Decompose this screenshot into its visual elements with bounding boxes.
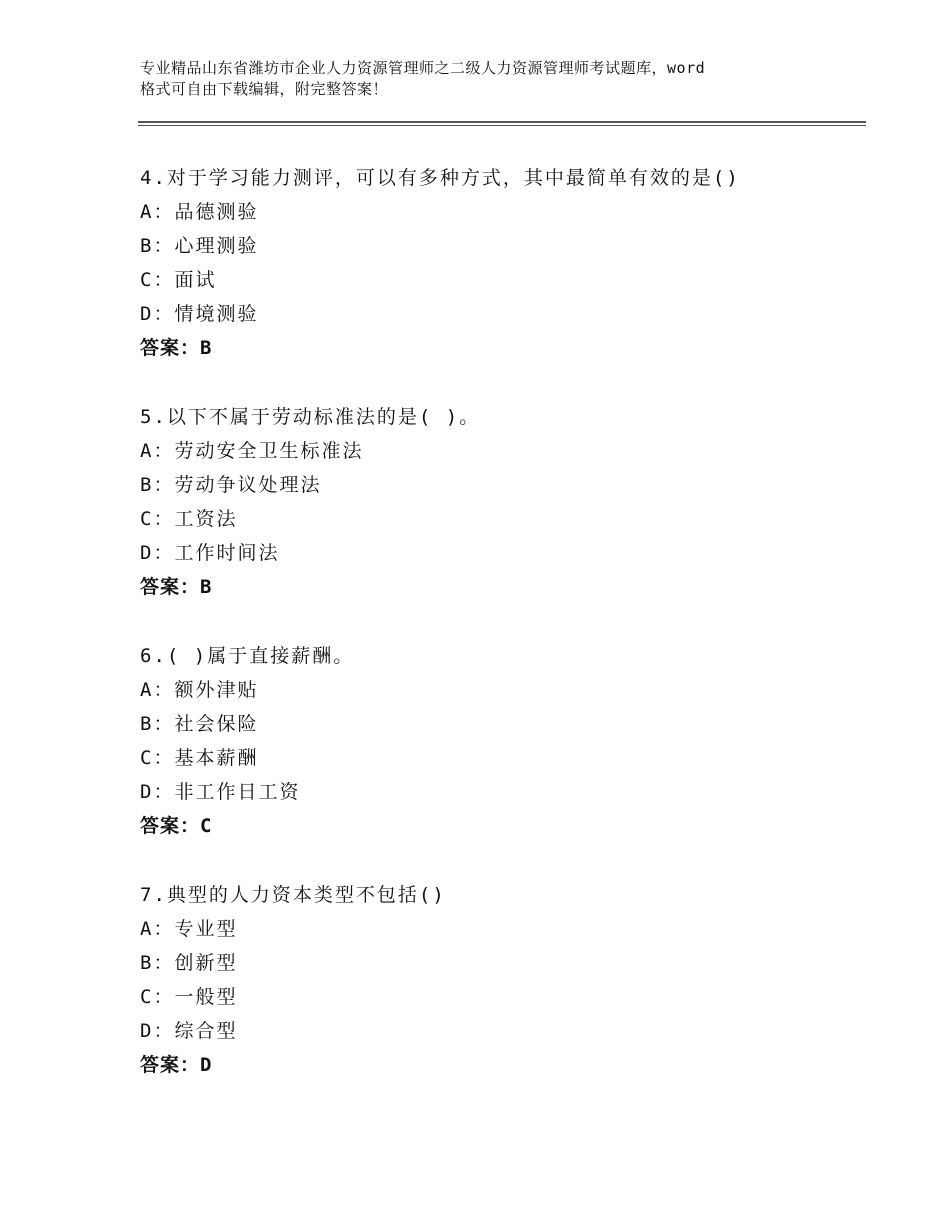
option-a: A：专业型 — [140, 918, 238, 940]
question-stem: 7.典型的人力资本类型不包括() — [140, 884, 446, 906]
option-d: D：工作时间法 — [140, 542, 280, 564]
header-divider-thin — [138, 125, 866, 126]
question-5 — [140, 400, 860, 604]
option-a: A：劳动安全卫生标准法 — [140, 440, 364, 462]
answer-line — [140, 809, 860, 843]
option-b: B：创新型 — [140, 952, 238, 974]
question-stem: 4.对于学习能力测评，可以有多种方式，其中最简单有效的是() — [140, 167, 740, 189]
option-d: D：综合型 — [140, 1020, 238, 1042]
header-divider-thick — [138, 121, 866, 123]
answer-label: 答案： — [140, 1054, 201, 1076]
answer-label: 答案： — [140, 337, 201, 359]
option-d: D：情境测验 — [140, 303, 259, 325]
document-header — [140, 58, 840, 100]
question-list — [140, 161, 860, 1117]
answer-line — [140, 331, 860, 365]
option-a: A：额外津贴 — [140, 679, 259, 701]
option-a: A：品德测验 — [140, 201, 259, 223]
answer-line — [140, 1048, 860, 1082]
option-c: C：基本薪酬 — [140, 747, 259, 769]
question-stem: 5.以下不属于劳动标准法的是( )。 — [140, 406, 481, 428]
answer-value: B — [200, 337, 212, 359]
question-7 — [140, 878, 860, 1082]
option-d: D：非工作日工资 — [140, 781, 301, 803]
answer-line — [140, 570, 860, 604]
question-4 — [140, 161, 860, 365]
answer-value: D — [200, 1054, 212, 1076]
question-stem: 6.( )属于直接薪酬。 — [140, 645, 355, 667]
header-line-2: 格式可自由下载编辑，附完整答案！ — [140, 80, 389, 98]
option-b: B：劳动争议处理法 — [140, 474, 322, 496]
question-6 — [140, 639, 860, 843]
option-c: C：面试 — [140, 269, 217, 291]
answer-label: 答案： — [140, 815, 201, 837]
option-b: B：社会保险 — [140, 713, 259, 735]
answer-label: 答案： — [140, 576, 201, 598]
answer-value: B — [200, 576, 212, 598]
answer-value: C — [200, 815, 212, 837]
header-line-1: 专业精品山东省潍坊市企业人力资源管理师之二级人力资源管理师考试题库，word — [140, 59, 706, 77]
option-b: B：心理测验 — [140, 235, 259, 257]
option-c: C：工资法 — [140, 508, 238, 530]
option-c: C：一般型 — [140, 986, 238, 1008]
